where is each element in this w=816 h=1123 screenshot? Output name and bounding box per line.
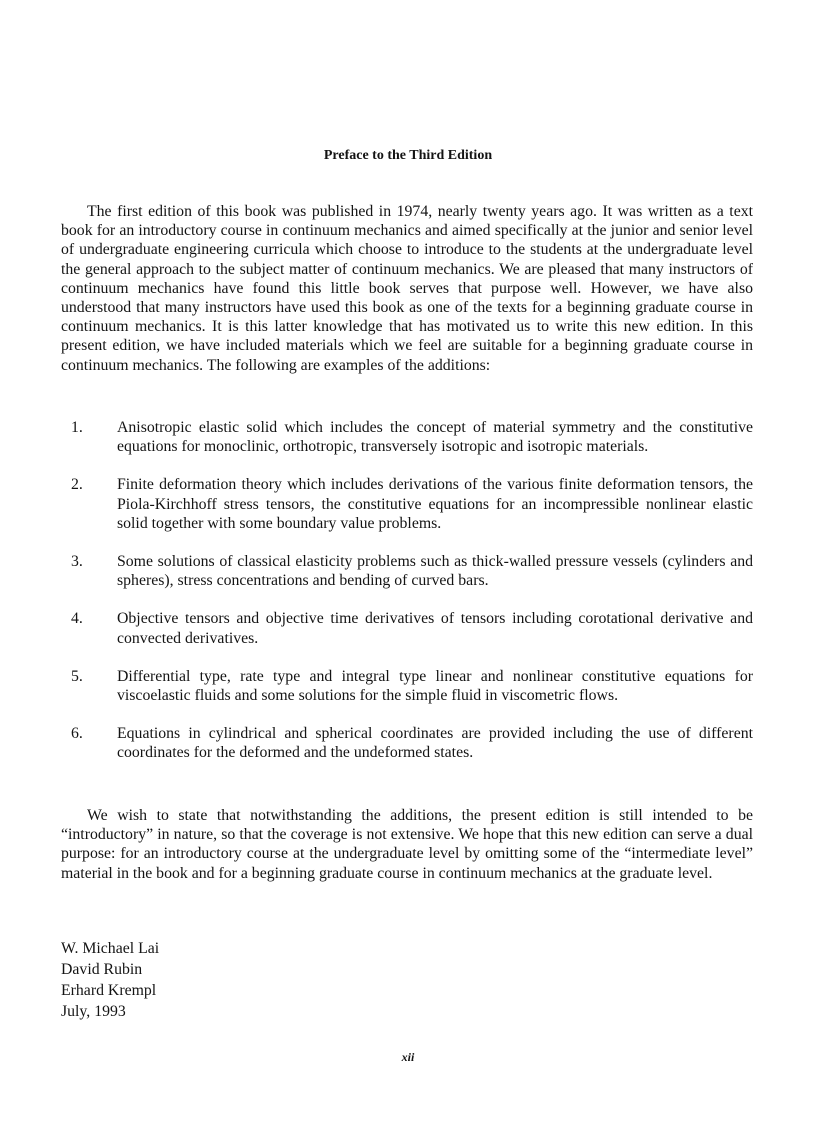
page-title: Preface to the Third Edition xyxy=(323,148,493,163)
list-item xyxy=(61,667,753,705)
list-item xyxy=(61,552,753,590)
list-item xyxy=(61,475,753,533)
intro-paragraph: The first edition of this book was published in 1974, nearly twenty years ago. It was written as a text book for an introductory course in continuum mechanics and aimed specifically at the junior and senior level of undergraduate engineering curricula which choose to introduce to the students at the undergraduate level the general approach to the subject matter of continuum mechanics. We are pleased that many instructors of continuum mechanics have found this little book serves that purpose well. However, we have also understood that many instructors have used this book as one of the texts for a beginning graduate course in continuum mechanics. It is this latter knowledge that has motivated us to write this new edition. In this present edition, we have included materials which we feel are suitable for a beginning graduate course in continuum mechanics. The following are examples of the additions: xyxy=(61,203,753,374)
list-item-text: Differential type, rate type and integral type linear and nonlinear constitutive equations for viscoelastic fluids and some solutions for the simple fluid in viscometric flows. xyxy=(117,667,753,705)
list-item-text: Objective tensors and objective time derivatives of tensors including corotational derivative and convected derivatives. xyxy=(117,610,753,647)
list-item-text: Some solutions of classical elasticity problems such as thick-walled pressure vessels (cylinders and spheres), stress concentrations and bending of curved bars. xyxy=(117,553,753,590)
list-item xyxy=(61,418,753,456)
list-item-number: 5. xyxy=(71,667,83,685)
author-name: David Rubin xyxy=(61,961,143,978)
page-number: xii xyxy=(401,1050,415,1064)
list-item-text: Anisotropic elastic solid which includes the concept of material symmetry and the constitutive equations for monoclinic, orthotropic, transversely isotropic and isotropic materials. xyxy=(117,419,753,456)
list-item-number: 6. xyxy=(71,725,83,743)
list-item xyxy=(61,609,753,647)
author-name: W. Michael Lai xyxy=(61,940,160,957)
preface-date: July, 1993 xyxy=(61,1003,126,1020)
list-item-number: 1. xyxy=(71,419,83,436)
list-item xyxy=(61,724,753,762)
list-item-number: 2. xyxy=(71,476,83,494)
author-name: Erhard Krempl xyxy=(61,982,157,999)
author-signature xyxy=(61,938,159,1001)
list-item-number: 4. xyxy=(71,610,83,628)
closing-paragraph: We wish to state that notwithstanding the additions, the present edition is still intended to be “introductory” in nature, so that the coverage is not extensive. We hope that this new edition can serve a dual purpose: for an introductory course at the undergraduate level by omitting some of the “intermediate level” material in the book and for a beginning graduate course in continuum mechanics at the graduate level. xyxy=(61,807,753,882)
list-item-text: Finite deformation theory which includes derivations of the various finite deformation tensors, the Piola-Kirchhoff stress tensors, the constitutive equations for an incompressible nonlinear elastic solid together with some boundary value problems. xyxy=(117,476,753,532)
list-item-text: Equations in cylindrical and spherical coordinates are provided including the use of different coordinates for the deformed and the undeformed states. xyxy=(117,725,753,762)
list-item-number: 3. xyxy=(71,553,83,571)
additions-list xyxy=(61,418,753,782)
